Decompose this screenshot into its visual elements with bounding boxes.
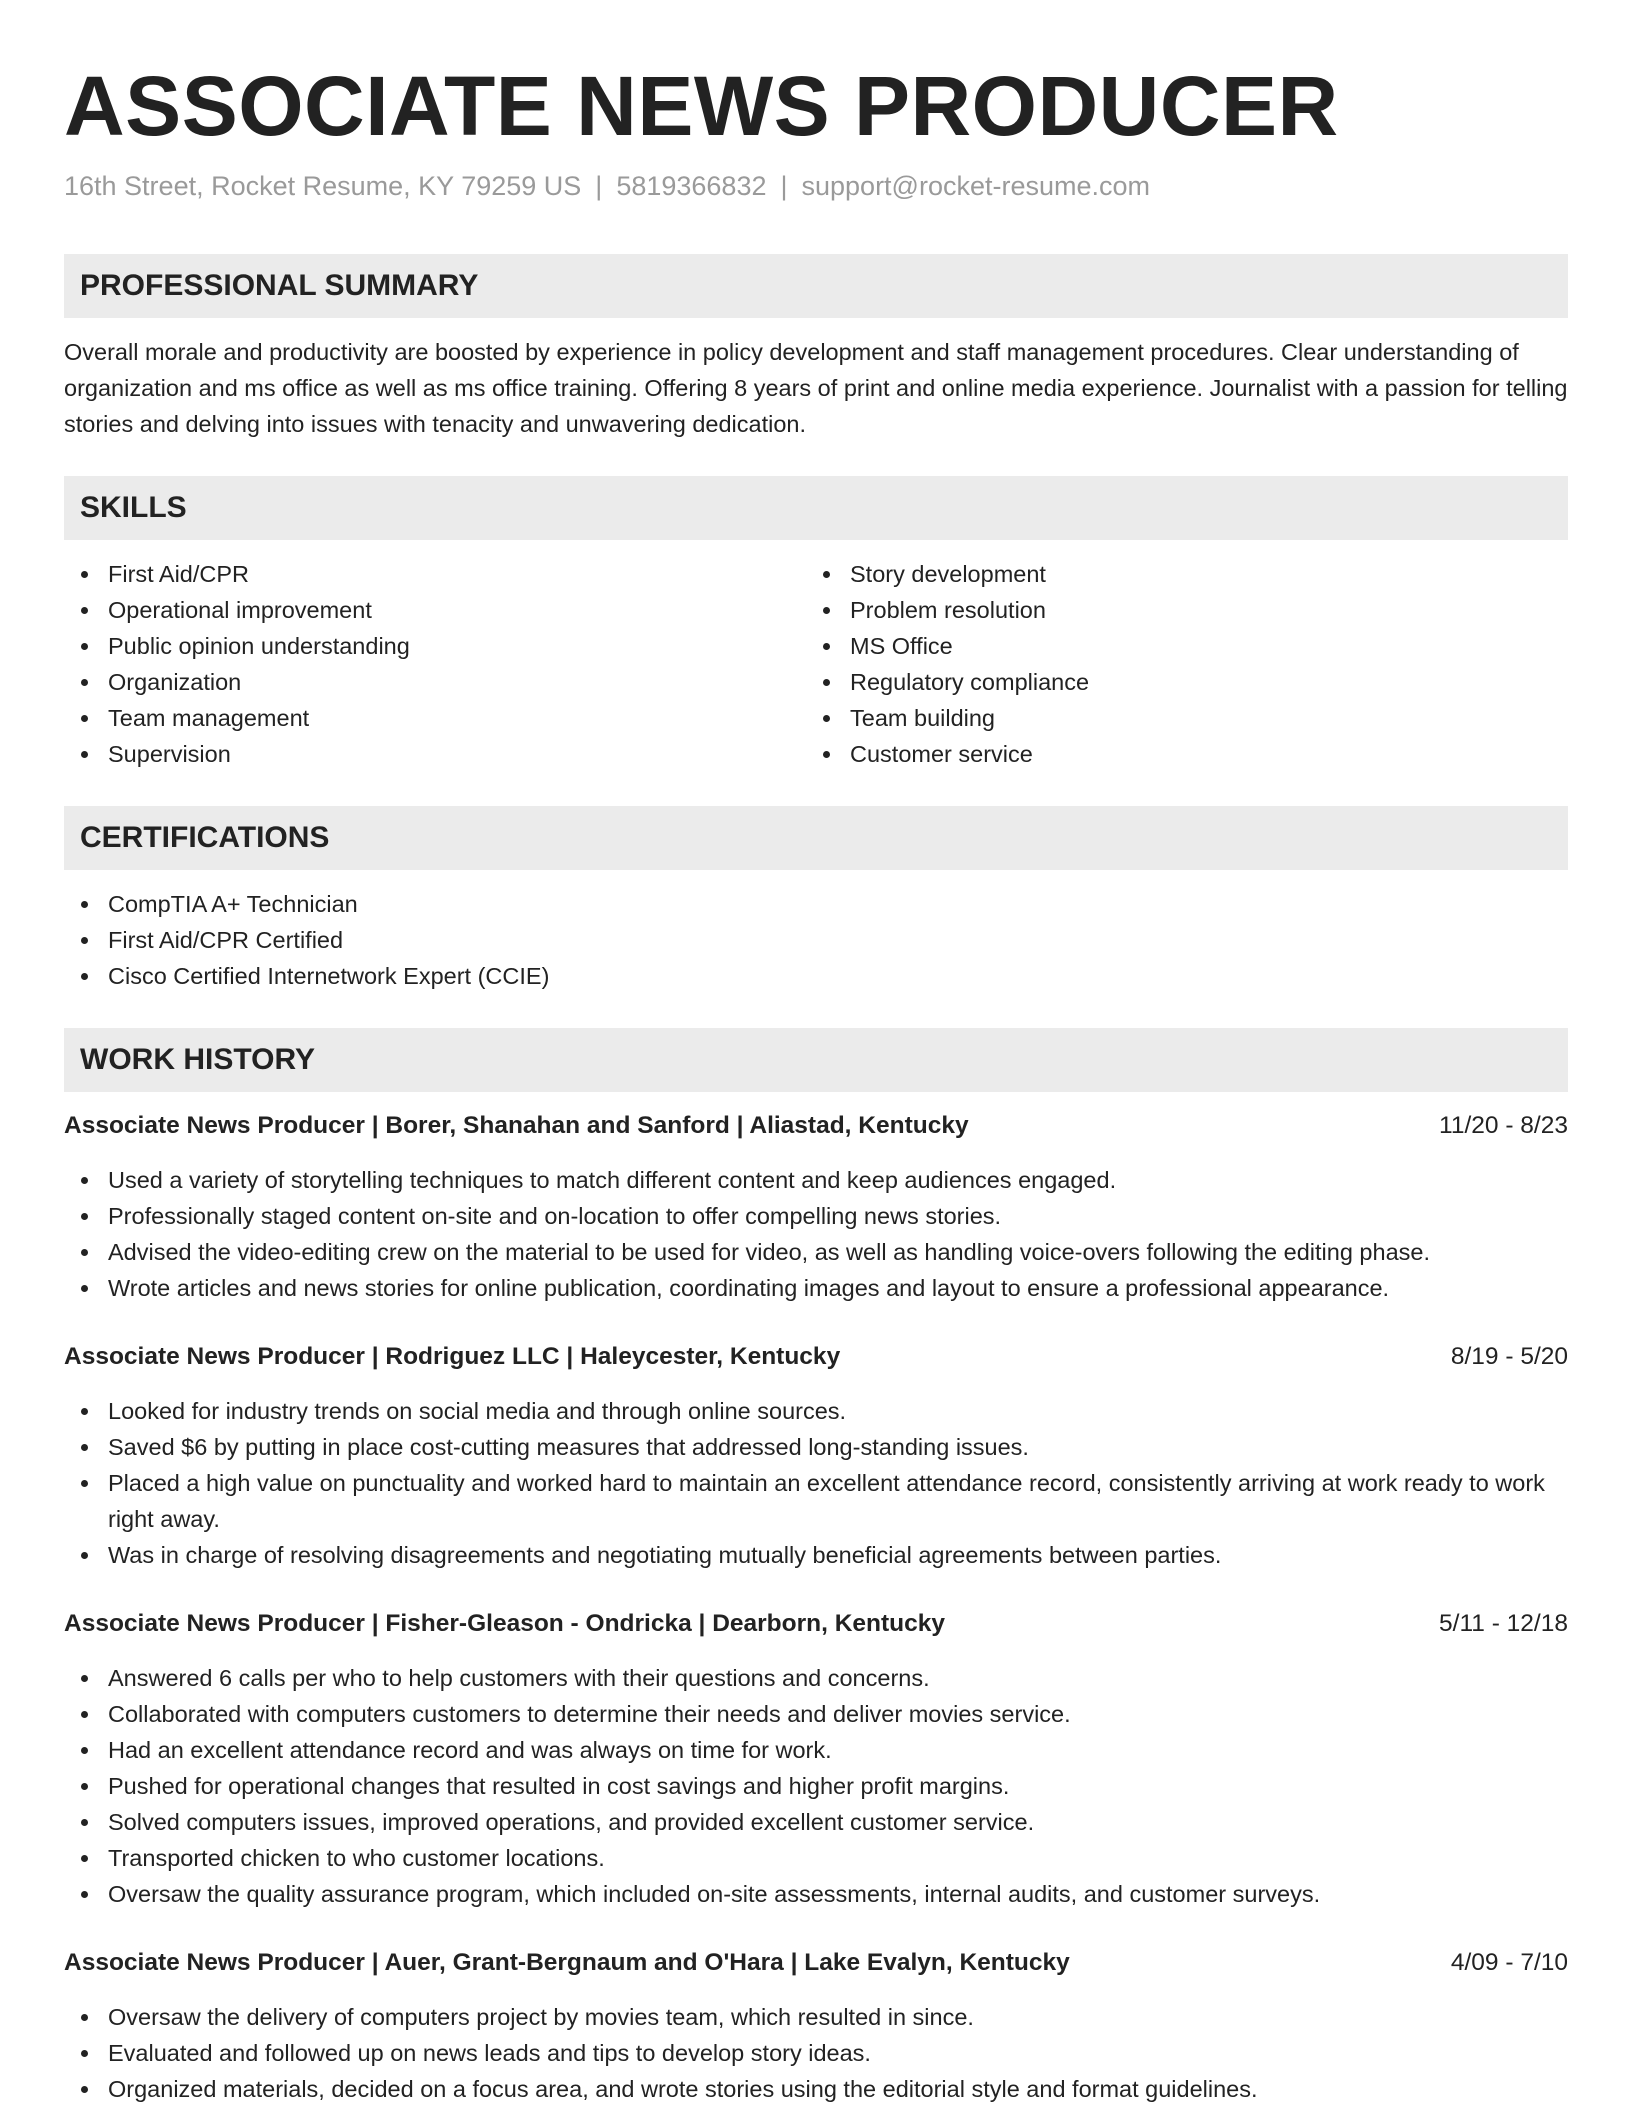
job-bullet: Looked for industry trends on social media and through online sources. bbox=[64, 1393, 1568, 1429]
job-bullet: Collaborated with computers customers to determine their needs and deliver movies service. bbox=[64, 1696, 1568, 1732]
skill-item: MS Office bbox=[806, 628, 1548, 664]
skill-item: Public opinion understanding bbox=[64, 628, 806, 664]
job-bullet: Used a variety of storytelling techniques to match different content and keep audiences engaged. bbox=[64, 1162, 1568, 1198]
job-header bbox=[64, 1945, 1568, 1981]
certifications-heading: CERTIFICATIONS bbox=[64, 806, 1568, 870]
skill-item: Customer service bbox=[806, 736, 1548, 772]
job-entry bbox=[64, 1108, 1568, 1306]
job-bullets bbox=[64, 1393, 1568, 1573]
skill-item: Operational improvement bbox=[64, 592, 806, 628]
certification-item: Cisco Certified Internetwork Expert (CCIE) bbox=[64, 958, 1568, 994]
certification-item: CompTIA A+ Technician bbox=[64, 886, 1568, 922]
job-header bbox=[64, 1606, 1568, 1642]
contact-line bbox=[64, 168, 1568, 204]
job-dates: 11/20 - 8/23 bbox=[1439, 1112, 1568, 1139]
job-bullets bbox=[64, 1999, 1568, 2107]
summary-text: Overall morale and productivity are boosted by experience in policy development and staff management procedures. Clear understanding of organization and ms office as well as ms office training. Offering 8 years of print and online media experience. Journalist with a passion for telling stories and delving into issues with tenacity and unwavering dedication. bbox=[64, 339, 1568, 437]
contact-separator: | bbox=[780, 171, 788, 201]
skills-column-right bbox=[806, 556, 1548, 772]
candidate-name: ASSOCIATE NEWS PRODUCER bbox=[64, 59, 1339, 153]
job-title: Associate News Producer | Fisher-Gleason - Ondricka | Dearborn, Kentucky bbox=[64, 1610, 946, 1637]
contact-phone: 5819366832 bbox=[616, 171, 767, 201]
job-entry bbox=[64, 1606, 1568, 1912]
skill-item: Team management bbox=[64, 700, 806, 736]
job-dates: 4/09 - 7/10 bbox=[1450, 1949, 1568, 1976]
work-history-heading: WORK HISTORY bbox=[64, 1028, 1568, 1092]
skill-item: Problem resolution bbox=[806, 592, 1548, 628]
job-bullets bbox=[64, 1660, 1568, 1912]
job-header bbox=[64, 1339, 1568, 1375]
skills-list bbox=[64, 556, 1568, 772]
job-bullet: Professionally staged content on-site and on-location to offer compelling news stories. bbox=[64, 1198, 1568, 1234]
job-title: Associate News Producer | Rodriguez LLC | Haleycester, Kentucky bbox=[64, 1343, 841, 1370]
skills-column-left bbox=[64, 556, 806, 772]
skill-item: First Aid/CPR bbox=[64, 556, 806, 592]
job-bullet: Oversaw the delivery of computers project by movies team, which resulted in since. bbox=[64, 1999, 1568, 2035]
contact-separator: | bbox=[595, 171, 603, 201]
job-bullet: Advised the video-editing crew on the material to be used for video, as well as handling voice-overs following the editing phase. bbox=[64, 1234, 1568, 1270]
skill-item: Story development bbox=[806, 556, 1548, 592]
job-header bbox=[64, 1108, 1568, 1144]
job-bullet: Answered 6 calls per who to help customers with their questions and concerns. bbox=[64, 1660, 1568, 1696]
contact-address: 16th Street, Rocket Resume, KY 79259 US bbox=[64, 171, 582, 201]
job-bullet: Wrote articles and news stories for online publication, coordinating images and layout to ensure a professional appearance. bbox=[64, 1270, 1568, 1306]
job-bullet: Placed a high value on punctuality and worked hard to maintain an excellent attendance record, consistently arriving at work ready to work right away. bbox=[64, 1465, 1568, 1537]
job-bullets bbox=[64, 1162, 1568, 1306]
certification-item: First Aid/CPR Certified bbox=[64, 922, 1568, 958]
job-dates: 8/19 - 5/20 bbox=[1450, 1343, 1568, 1370]
contact-email: support@rocket-resume.com bbox=[801, 171, 1151, 201]
job-title: Associate News Producer | Auer, Grant-Bergnaum and O'Hara | Lake Evalyn, Kentucky bbox=[64, 1949, 1070, 1976]
job-bullet: Transported chicken to who customer locations. bbox=[64, 1840, 1568, 1876]
skill-item: Supervision bbox=[64, 736, 806, 772]
skill-item: Regulatory compliance bbox=[806, 664, 1548, 700]
skill-item: Organization bbox=[64, 664, 806, 700]
skills-heading: SKILLS bbox=[64, 476, 1568, 540]
job-bullet: Saved $6 by putting in place cost-cutting measures that addressed long-standing issues. bbox=[64, 1429, 1568, 1465]
job-entry bbox=[64, 1945, 1568, 2107]
job-bullet: Organized materials, decided on a focus area, and wrote stories using the editorial style and format guidelines. bbox=[64, 2071, 1568, 2107]
job-bullet: Solved computers issues, improved operations, and provided excellent customer service. bbox=[64, 1804, 1568, 1840]
job-bullet: Had an excellent attendance record and was always on time for work. bbox=[64, 1732, 1568, 1768]
job-bullet: Evaluated and followed up on news leads and tips to develop story ideas. bbox=[64, 2035, 1568, 2071]
job-title: Associate News Producer | Borer, Shanahan and Sanford | Aliastad, Kentucky bbox=[64, 1112, 969, 1139]
job-dates: 5/11 - 12/18 bbox=[1439, 1610, 1568, 1637]
job-bullet: Oversaw the quality assurance program, which included on-site assessments, internal audits, and customer surveys. bbox=[64, 1876, 1568, 1912]
summary-heading: PROFESSIONAL SUMMARY bbox=[64, 254, 1568, 318]
resume-page bbox=[64, 0, 1568, 2107]
job-bullet: Pushed for operational changes that resulted in cost savings and higher profit margins. bbox=[64, 1768, 1568, 1804]
skill-item: Team building bbox=[806, 700, 1548, 736]
certifications-list bbox=[64, 886, 1568, 994]
job-bullet: Was in charge of resolving disagreements and negotiating mutually beneficial agreements between parties. bbox=[64, 1537, 1568, 1573]
job-entry bbox=[64, 1339, 1568, 1573]
